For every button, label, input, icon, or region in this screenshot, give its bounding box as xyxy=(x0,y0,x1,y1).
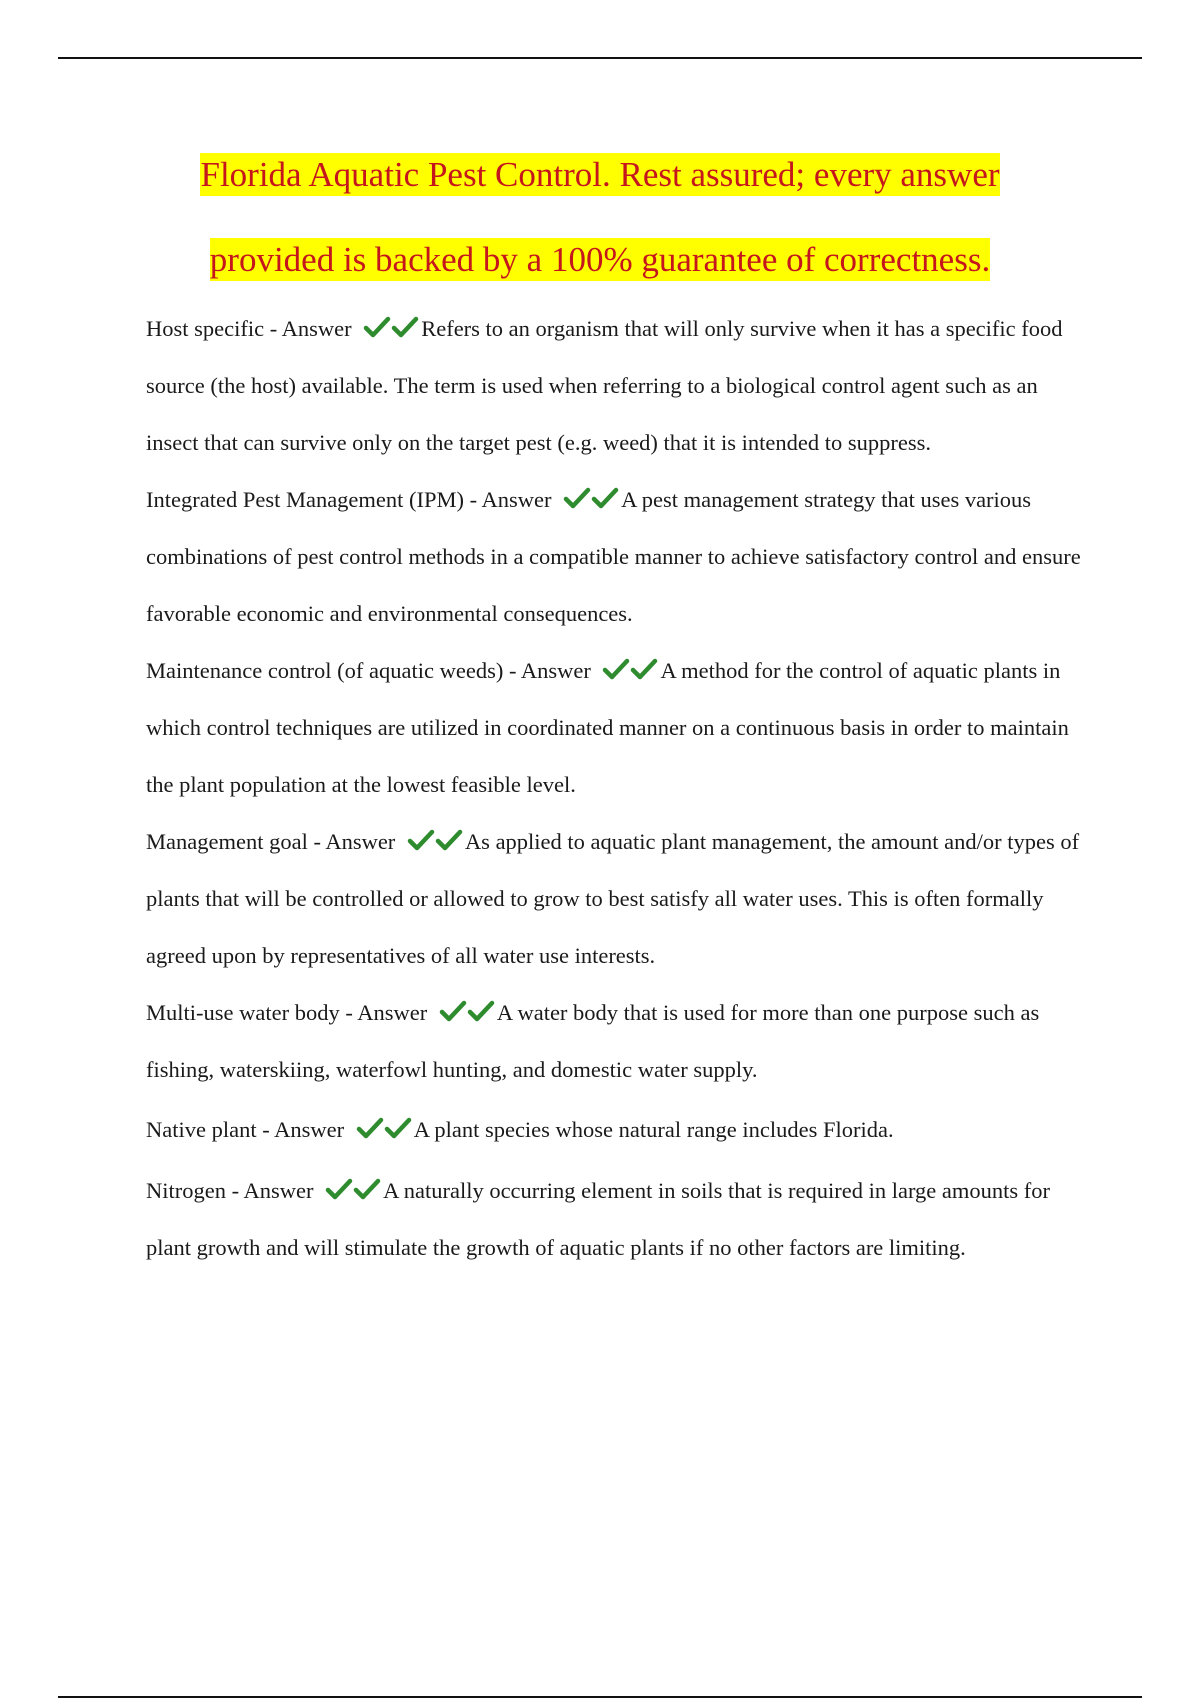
glossary-entry xyxy=(146,642,1086,813)
check-mark-icon xyxy=(325,1177,353,1201)
entry-definition: As applied to aquatic plant management, the amount and/or types of plants that will be controlled or allowed to grow to best satisfy all water uses. This is often formally agreed upon by representatives of all water use interests. xyxy=(146,829,1080,968)
glossary-entry xyxy=(146,1162,1086,1276)
entry-definition: A naturally occurring element in soils that is required in large amounts for plant growth and will stimulate the growth of aquatic plants if no other factors are limiting. xyxy=(146,1178,1051,1260)
check-mark-icon xyxy=(363,315,391,339)
top-rule xyxy=(58,57,1142,59)
glossary-entry xyxy=(146,471,1086,642)
bottom-rule xyxy=(58,1696,1142,1698)
entry-definition: A water body that is used for more than one purpose such as fishing, waterskiing, waterfowl hunting, and domestic water supply. xyxy=(146,1000,1040,1082)
entry-term: Maintenance control (of aquatic weeds) - Answer xyxy=(146,658,591,683)
check-mark-icon xyxy=(384,1116,412,1140)
entry-term: Management goal - Answer xyxy=(146,829,396,854)
check-mark-icon xyxy=(356,1116,384,1140)
document-title xyxy=(100,132,1100,302)
entry-term: Nitrogen - Answer xyxy=(146,1178,314,1203)
glossary-entry xyxy=(146,813,1086,984)
check-mark-icon xyxy=(630,657,658,681)
entry-term: Host specific - Answer xyxy=(146,316,352,341)
check-mark-icon xyxy=(591,486,619,510)
glossary-entries xyxy=(146,300,1086,1276)
title-line-2: provided is backed by a 100% guarantee of correctness. xyxy=(209,240,991,279)
check-mark-icon xyxy=(407,828,435,852)
glossary-entry xyxy=(146,1098,1086,1162)
entry-term: Multi-use water body - Answer xyxy=(146,1000,428,1025)
check-mark-icon xyxy=(602,657,630,681)
entry-term: Integrated Pest Management (IPM) - Answer xyxy=(146,487,552,512)
entry-definition: A pest management strategy that uses various combinations of pest control methods in a compatible manner to achieve satisfactory control and ensure favorable economic and environmental consequences. xyxy=(146,487,1081,626)
check-mark-icon xyxy=(435,828,463,852)
entry-definition: Refers to an organism that will only survive when it has a specific food source (the host) available. The term is used when referring to a biological control agent such as an insect that can survive only on the target pest (e.g. weed) that it is intended to suppress. xyxy=(146,316,1063,455)
glossary-entry xyxy=(146,984,1086,1098)
entry-definition: A plant species whose natural range includes Florida. xyxy=(413,1117,894,1142)
entry-term: Native plant - Answer xyxy=(146,1117,345,1142)
check-mark-icon xyxy=(563,486,591,510)
check-mark-icon xyxy=(353,1177,381,1201)
check-mark-icon xyxy=(467,999,495,1023)
check-mark-icon xyxy=(391,315,419,339)
entry-definition: A method for the control of aquatic plants in which control techniques are utilized in coordinated manner on a continuous basis in order to maintain the plant population at the lowest feasible level. xyxy=(146,658,1069,797)
title-line-1: Florida Aquatic Pest Control. Rest assured; every answer xyxy=(200,155,1000,194)
check-mark-icon xyxy=(439,999,467,1023)
glossary-entry xyxy=(146,300,1086,471)
